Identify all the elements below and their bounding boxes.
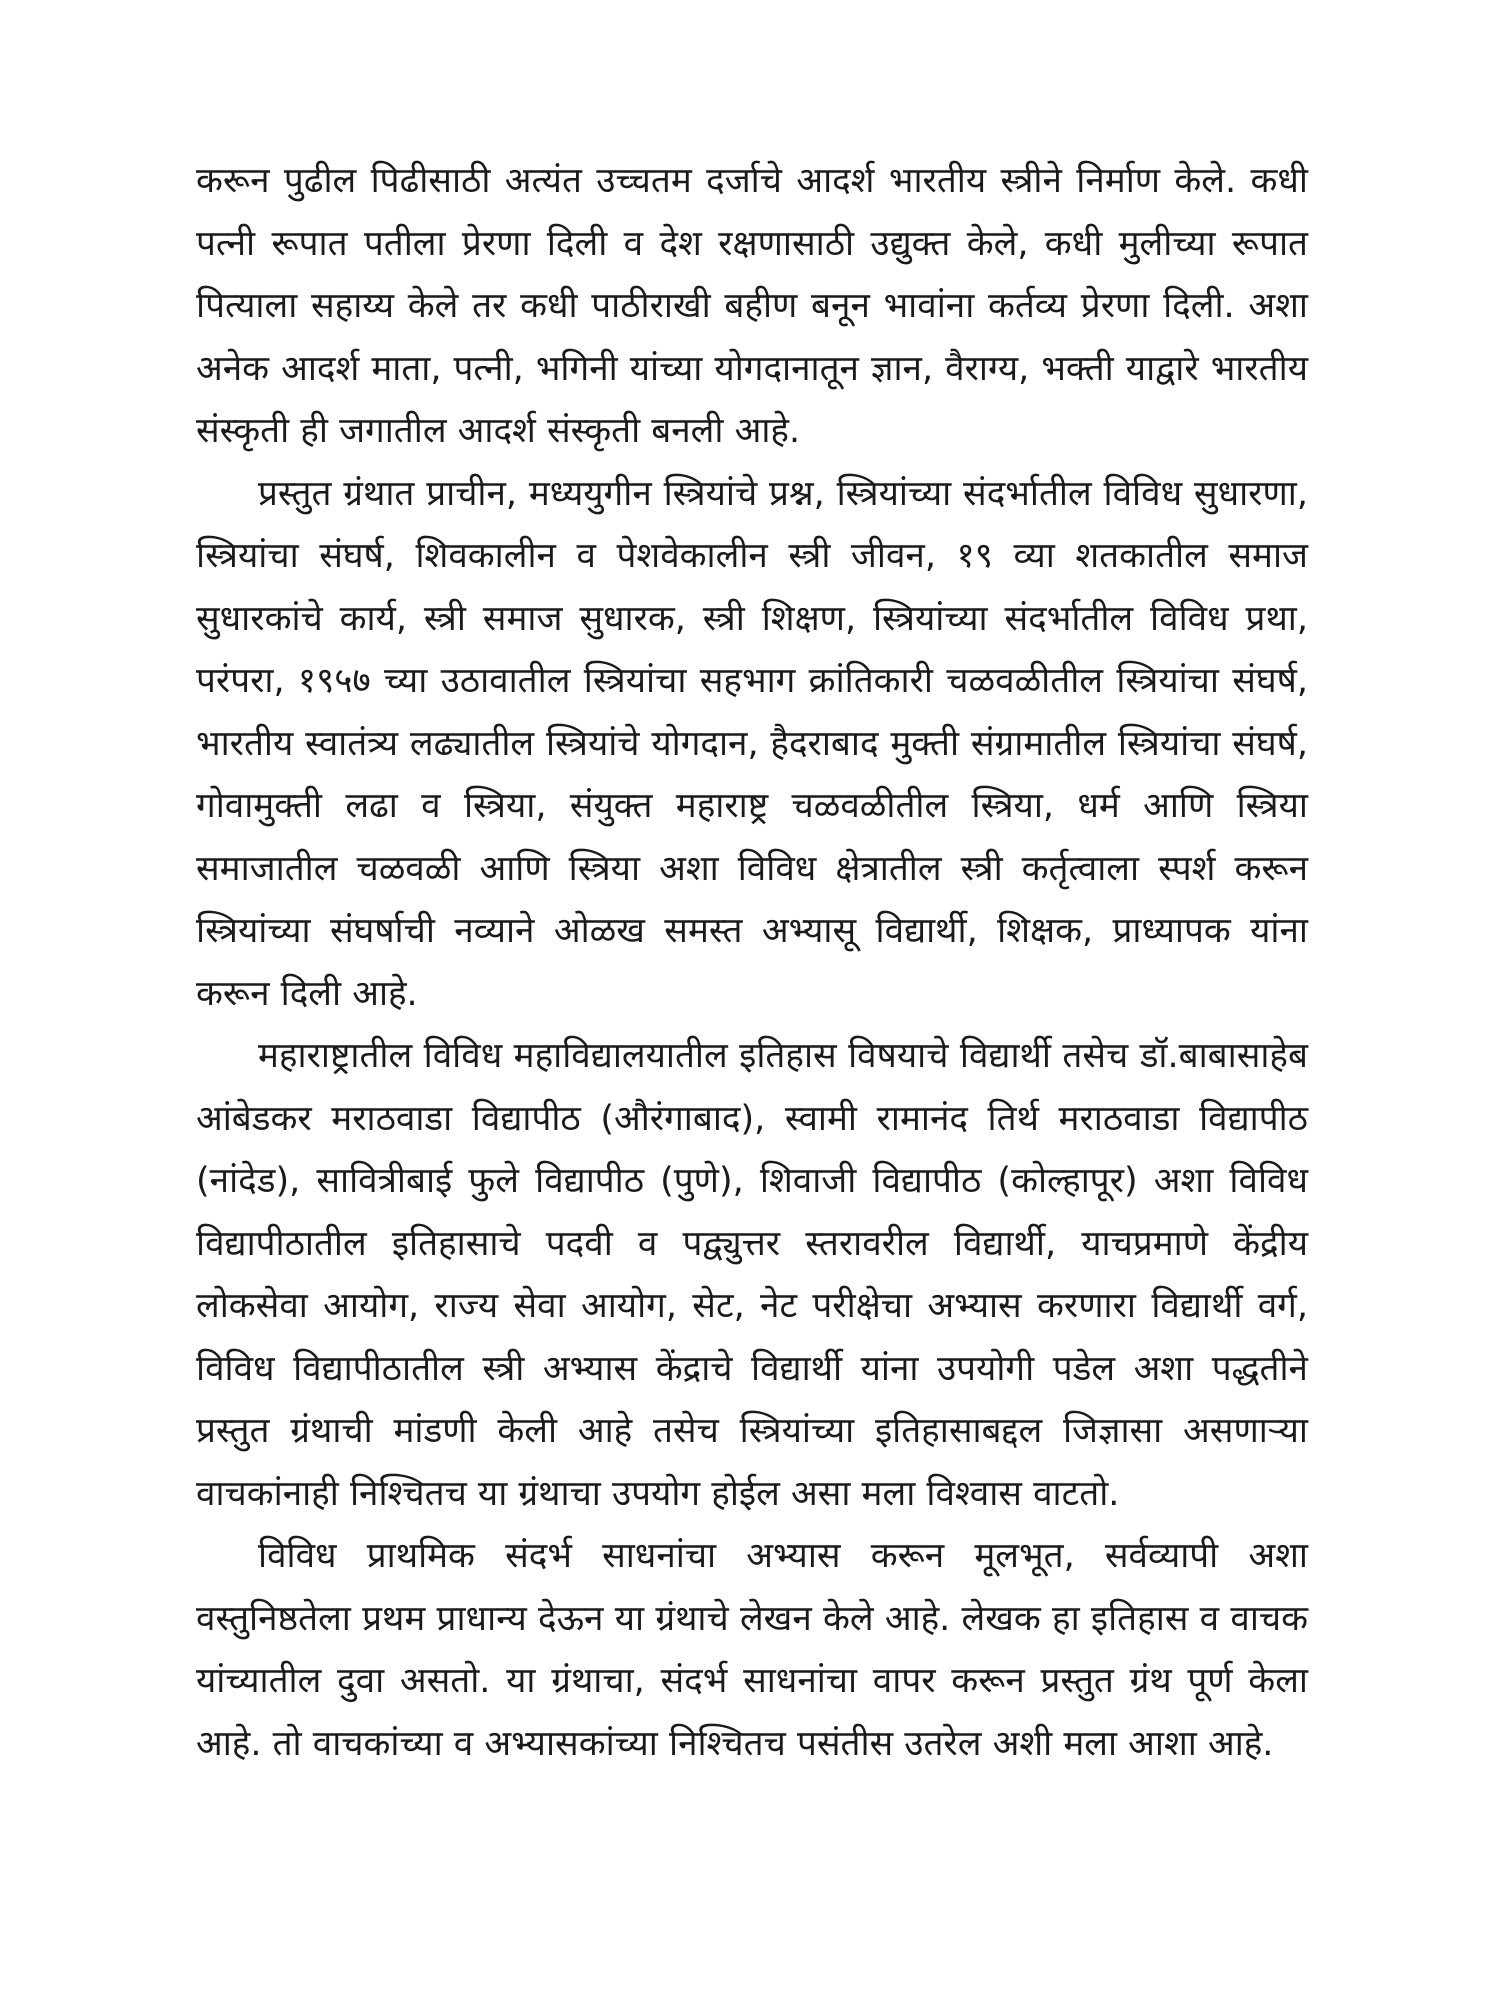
paragraph-2: प्रस्तुत ग्रंथात प्राचीन, मध्ययुगीन स्त्रियांचे प्रश्न, स्त्रियांच्या संदर्भातील विविध सुधारणा, स्त्रियांचा संघर्ष, शिवकालीन व पेशवेकालीन स्त्री जीवन, १९ व्या शतकातील समाज सुधारकांचे कार्य, स्त्री समाज सुधारक, स्त्री शिक्षण, स्त्रियांच्या संदर्भातील विविध प्रथा, परंपरा, १९५७ च्या उठावातील स्त्रियांचा सहभाग क्रांतिकारी चळवळीतील स्त्रियांचा संघर्ष, भारतीय स्वातंत्र्य लढ्यातील स्त्रियांचे योगदान, हैदराबाद मुक्ती संग्रामातील स्त्रियांचा संघर्ष, गोवामुक्ती लढा व स्त्रिया, संयुक्त महाराष्ट्र चळवळीतील स्त्रिया, धर्म आणि स्त्रिया समाजातील चळवळी आणि स्त्रिया अशा विविध क्षेत्रातील स्त्री कर्तृत्वाला स्पर्श करून स्त्रियांच्या संघर्षाची नव्याने ओळख समस्त अभ्यासू विद्यार्थी, शिक्षक, प्राध्यापक यांना करून दिली आहे. (196, 473, 1308, 1014)
paragraph-1: करून पुढील पिढीसाठी अत्यंत उच्चतम दर्जाचे आदर्श भारतीय स्त्रीने निर्माण केले. कधी पत्नी रूपात पतीला प्रेरणा दिली व देश रक्षणासाठी उद्युक्त केले, कधी मुलीच्या रूपात पित्याला सहाय्य केले तर कधी पाठीराखी बहीण बनून भावांना कर्तव्य प्रेरणा दिली. अशा अनेक आदर्श माता, पत्नी, भगिनी यांच्या योगदानातून ज्ञान, वैराग्य, भक्ती याद्वारे भारतीय संस्कृती ही जगातील आदर्श संस्कृती बनली आहे. (196, 161, 1308, 451)
document-page (196, 150, 1308, 1775)
paragraph-3: महाराष्ट्रातील विविध महाविद्यालयातील इतिहास विषयाचे विद्यार्थी तसेच डॉ.बाबासाहेब आंबेडकर मराठवाडा विद्यापीठ (औरंगाबाद), स्वामी रामानंद तिर्थ मराठवाडा विद्यापीठ (नांदेड), सावित्रीबाई फुले विद्यापीठ (पुणे), शिवाजी विद्यापीठ (कोल्हापूर) अशा विविध विद्यापीठातील इतिहासाचे पदवी व पद्व्युत्तर स्तरावरील विद्यार्थी, याचप्रमाणे केंद्रीय लोकसेवा आयोग, राज्य सेवा आयोग, सेट, नेट परीक्षेचा अभ्यास करणारा विद्यार्थी वर्ग, विविध विद्यापीठातील स्त्री अभ्यास केंद्राचे विद्यार्थी यांना उपयोगी पडेल अशा पद्धतीने प्रस्तुत ग्रंथाची मांडणी केली आहे तसेच स्त्रियांच्या इतिहासाबद्दल जिज्ञासा असणाऱ्या वाचकांनाही निश्चितच या ग्रंथाचा उपयोग होईल असा मला विश्वास वाटतो. (196, 1036, 1308, 1514)
paragraph-4: विविध प्राथमिक संदर्भ साधनांचा अभ्यास करून मूलभूत, सर्वव्यापी अशा वस्तुनिष्ठतेला प्रथम प्राधान्य देऊन या ग्रंथाचे लेखन केले आहे. लेखक हा इतिहास व वाचक यांच्यातील दुवा असतो. या ग्रंथाचा, संदर्भ साधनांचा वापर करून प्रस्तुत ग्रंथ पूर्ण केला आहे. तो वाचकांच्या व अभ्यासकांच्या निश्चितच पसंतीस उतरेल अशी मला आशा आहे. (196, 1536, 1308, 1764)
